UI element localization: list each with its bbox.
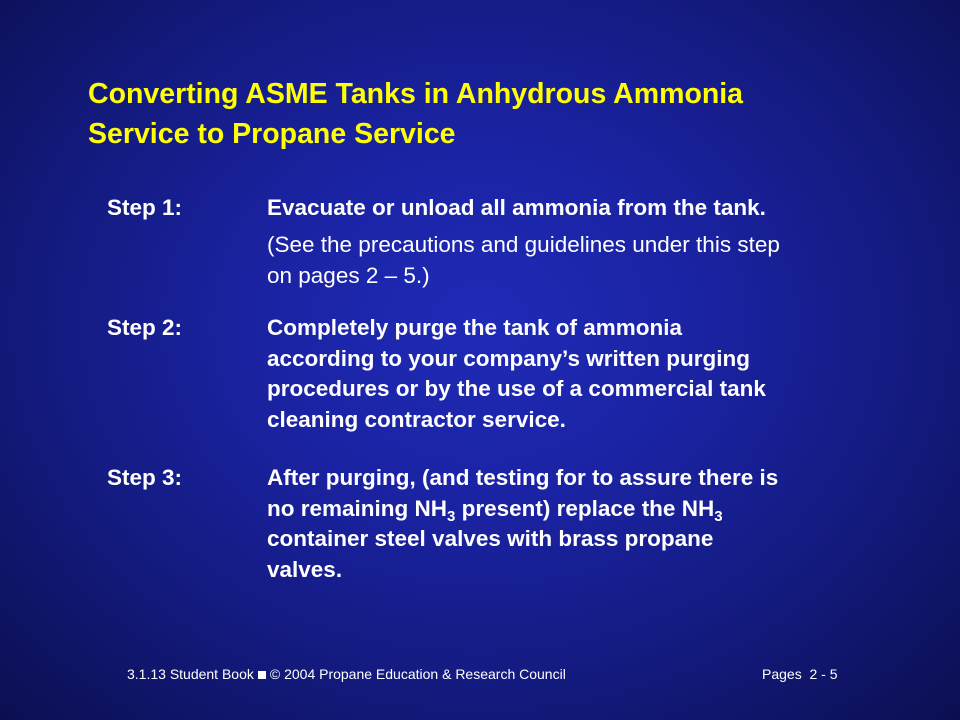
step-2-line-4: cleaning contractor service.	[267, 406, 566, 432]
footer	[127, 665, 566, 683]
step-2-line-3: procedures or by the use of a commercial tank	[267, 376, 766, 401]
step-2-label: Step 2:	[107, 315, 183, 340]
step-3-line-2	[267, 494, 892, 525]
nh3-subscript-2: 3	[714, 507, 723, 525]
step-3-label: Step 3:	[107, 465, 183, 490]
step-1-note	[267, 230, 892, 291]
slide-title-line-1: Converting ASME Tanks in Anhydrous Ammonia	[88, 78, 744, 110]
footer-copyright: © 2004 Propane Education & Research Council	[269, 666, 566, 682]
step-3-line-3: container steel valves with brass propane	[267, 526, 714, 551]
nh3-subscript-1: 3	[447, 507, 456, 525]
step-3-line-2-part-a: no remaining NH	[267, 495, 448, 521]
step-3-line-4: valves.	[267, 556, 343, 582]
step-1-label: Step 1:	[107, 195, 183, 220]
footer-book-reference: 3.1.13 Student Book	[127, 666, 254, 682]
step-3-line-1: After purging, (and testing for to assure there is	[267, 465, 779, 490]
square-bullet-icon	[258, 671, 266, 679]
step-3-text	[267, 463, 892, 585]
step-1-note-line-2: on pages 2 – 5.)	[267, 262, 430, 288]
step-2-text	[267, 313, 892, 435]
footer-pages: Pages 2 - 5	[762, 666, 838, 682]
step-1-note-line-1: (See the precautions and guidelines under this step	[267, 232, 780, 257]
step-1-text: Evacuate or unload all ammonia from the tank.	[267, 195, 766, 220]
step-2-line-2: according to your company’s written purging	[267, 345, 750, 371]
slide-title	[88, 74, 908, 154]
slide-title-line-2: Service to Propane Service	[88, 118, 456, 150]
step-3-line-2-part-b: present) replace the NH	[455, 495, 715, 521]
step-2-line-1: Completely purge the tank of ammonia	[267, 315, 683, 340]
